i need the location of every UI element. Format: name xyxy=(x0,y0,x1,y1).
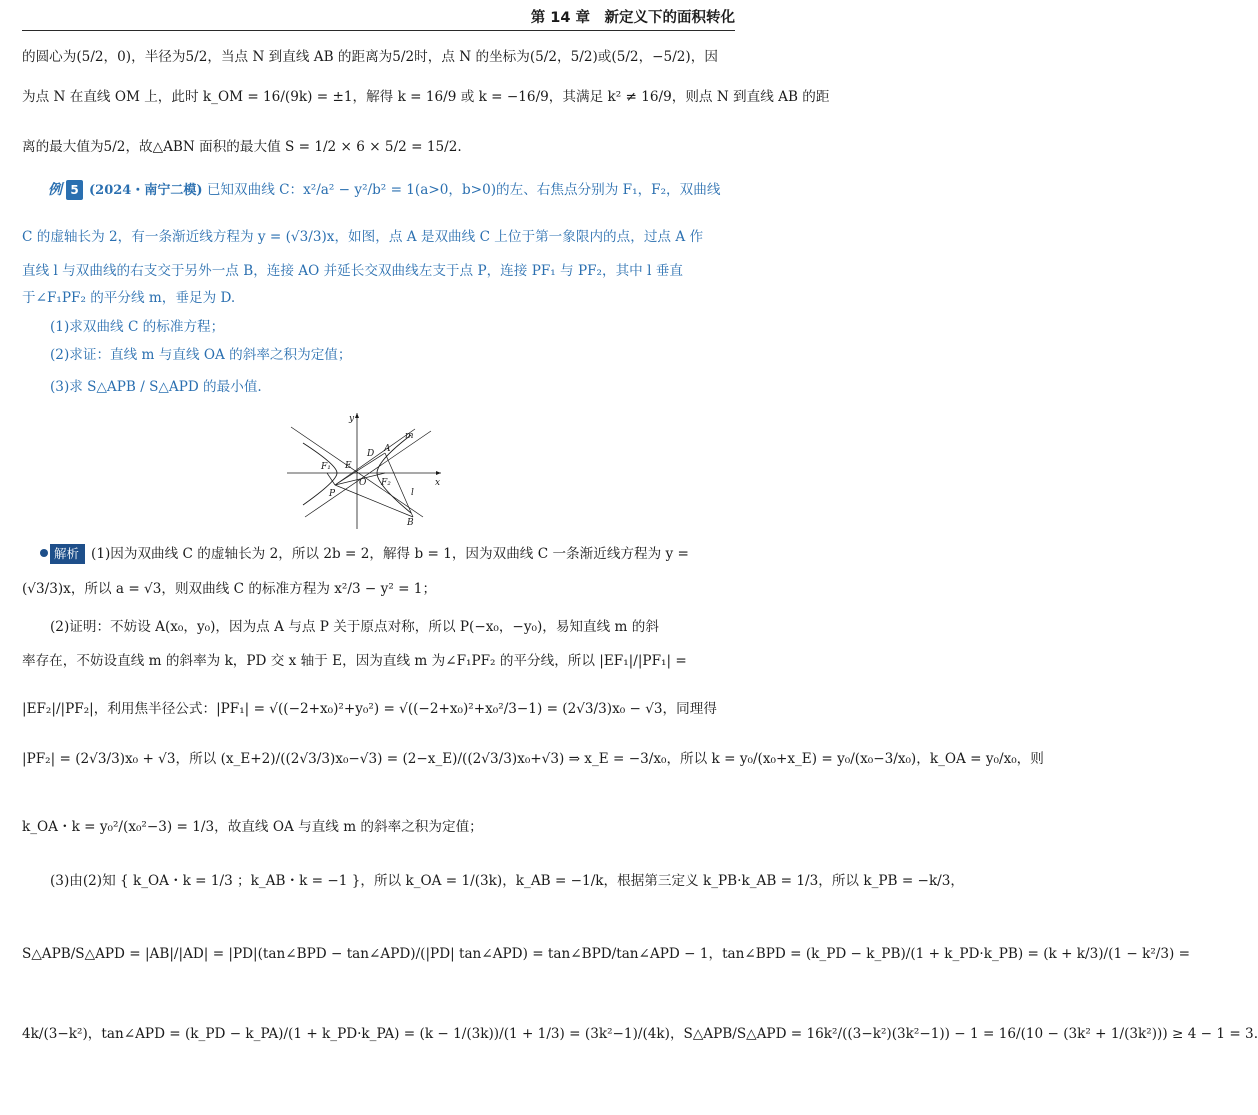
solution-line-2c: |EF₂|/|PF₂|，利用焦半径公式：|PF₁| = √((−2+x₀)²+y₀²) = √((−2+x₀)²+x₀²/3−1) = (2√3/3)x₀ − √3，同理得 xyxy=(22,701,717,717)
x-axis-arrow xyxy=(436,471,441,475)
label-O: O xyxy=(359,478,367,488)
solution-line-2a: (2)证明：不妨设 A(x₀，y₀)，因为点 A 与点 P 关于原点对称，所以 P(−x₀，−y₀)，易知直线 m 的斜 xyxy=(50,619,659,635)
label-l: l xyxy=(411,488,414,498)
example-line-1 xyxy=(48,180,727,200)
label-x: x xyxy=(435,478,441,488)
question-3: (3)求 S△APB / S△APD 的最小值. xyxy=(50,379,262,395)
solution-part1-text: (1)因为双曲线 C 的虚轴长为 2，所以 2b = 2，解得 b = 1，因为双曲线 C 一条渐近线方程为 y = xyxy=(91,546,689,562)
solution-line-3b: S△APB/S△APD = |AB|/|AD| = |PD|(tan∠BPD − tan∠APD)/(|PD| tan∠APD) = tan∠BPD/tan∠APD − 1，tan∠BPD = (k_PD − k_PB)/(1 + k_PD·k_PB) = (k + k/3)/(1 − k²/3) = xyxy=(22,946,1191,962)
label-D: D xyxy=(367,449,375,459)
label-P: P xyxy=(329,489,336,499)
solution-line-2d: |PF₂| = (2√3/3)x₀ + √3，所以 (x_E+2)/((2√3/3)x₀−√3) = (2−x_E)/((2√3/3)x₀+√3) ⇒ x_E = −3/x₀，所以 k = y₀/(x₀+x_E) = y₀/(x₀−3/x₀)，k_OA = y₀/x₀，则 xyxy=(22,751,1044,767)
header-rule xyxy=(22,30,735,31)
solution-bullet-icon xyxy=(40,549,48,557)
solution-line-2b: 率存在，不妨设直线 m 的斜率为 k，PD 交 x 轴于 E，因为直线 m 为∠F₁PF₂ 的平分线，所以 |EF₁|/|PF₁| = xyxy=(22,653,687,669)
question-1: (1)求双曲线 C 的标准方程； xyxy=(50,319,225,335)
example-label: 例 xyxy=(48,182,62,198)
solution-line-3a: (3)由(2)知 { k_OA・k = 1/3 ；k_AB・k = −1 }，所以 k_OA = 1/(3k)，k_AB = −1/k，根据第三定义 k_PB·k_AB = 1/3，所以 k_PB = −k/3， xyxy=(50,873,964,889)
example-line-3: 直线 l 与双曲线的右支交于另外一点 B，连接 AO 并延长交双曲线左支于点 P，连接 PF₁ 与 PF₂，其中 l 垂直 xyxy=(22,263,683,279)
y-axis-arrow xyxy=(355,413,359,418)
example-number-badge: 5 xyxy=(66,180,82,200)
line-m xyxy=(335,429,415,485)
example-line-2: C 的虚轴长为 2，有一条渐近线方程为 y = (√3/3)x，如图，点 A 是双曲线 C 上位于第一象限内的点，过点 A 作 xyxy=(22,229,704,245)
label-m: m xyxy=(405,431,414,441)
label-y: y xyxy=(349,414,355,424)
page-header xyxy=(0,0,757,34)
continuation-line-1: 的圆心为(5/2，0)，半径为5/2，当点 N 到直线 AB 的距离为5/2时，点 N 的坐标为(5/2，5/2)或(5/2，−5/2)，因 xyxy=(22,49,718,65)
solution-line-3c: 4k/(3−k²)，tan∠APD = (k_PD − k_PA)/(1 + k_PD·k_PA) = (k − 1/(3k))/(1 + 1/3) = (3k²−1)/(4k)，S△APB/S△APD = 16k²/((3−k²)(3k²−1)) − 1 = 16/(10 − (3k² + 1/(3k²))) ≥ 4 − 1 = 3. xyxy=(22,1026,1258,1042)
continuation-line-3: 离的最大值为5/2，故△ABN 面积的最大值 S = 1/2 × 6 × 5/2 = 15/2. xyxy=(22,139,462,155)
question-2: (2)求证：直线 m 与直线 OA 的斜率之积为定值； xyxy=(50,347,352,363)
asymptote-2 xyxy=(305,431,431,517)
solution-line-1a xyxy=(40,544,727,564)
label-E: E xyxy=(345,461,352,471)
example-source: (2024・南宁二模) xyxy=(89,183,203,198)
solution-line-2e: k_OA・k = y₀²/(x₀²−3) = 1/3，故直线 OA 与直线 m 的斜率之积为定值； xyxy=(22,819,483,835)
label-B: B xyxy=(407,518,414,528)
label-A: A xyxy=(384,444,391,454)
continuation-line-2: 为点 N 在直线 OM 上，此时 k_OM = 16/(9k) = ±1，解得 k = 16/9 或 k = −16/9，其满足 k² ≠ 16/9，则点 N 到直线 AB 的距 xyxy=(22,89,830,105)
solution-tag: 解析 xyxy=(50,544,85,564)
solution-line-1b: (√3/3)x，所以 a = √3，则双曲线 C 的标准方程为 x²/3 − y² = 1； xyxy=(22,581,437,597)
chapter-title: 第 14 章 新定义下的面积转化 xyxy=(530,10,735,26)
example-stem-1: 已知双曲线 C：x²/a² − y²/b² = 1(a>0，b>0)的左、右焦点分别为 F₁，F₂，双曲线 xyxy=(206,182,721,198)
example-line-4: 于∠F₁PF₂ 的平分线 m，垂足为 D. xyxy=(22,290,236,306)
hyperbola-figure xyxy=(285,405,445,533)
label-F1: F₁ xyxy=(321,462,331,472)
label-F2: F₂ xyxy=(381,478,391,488)
